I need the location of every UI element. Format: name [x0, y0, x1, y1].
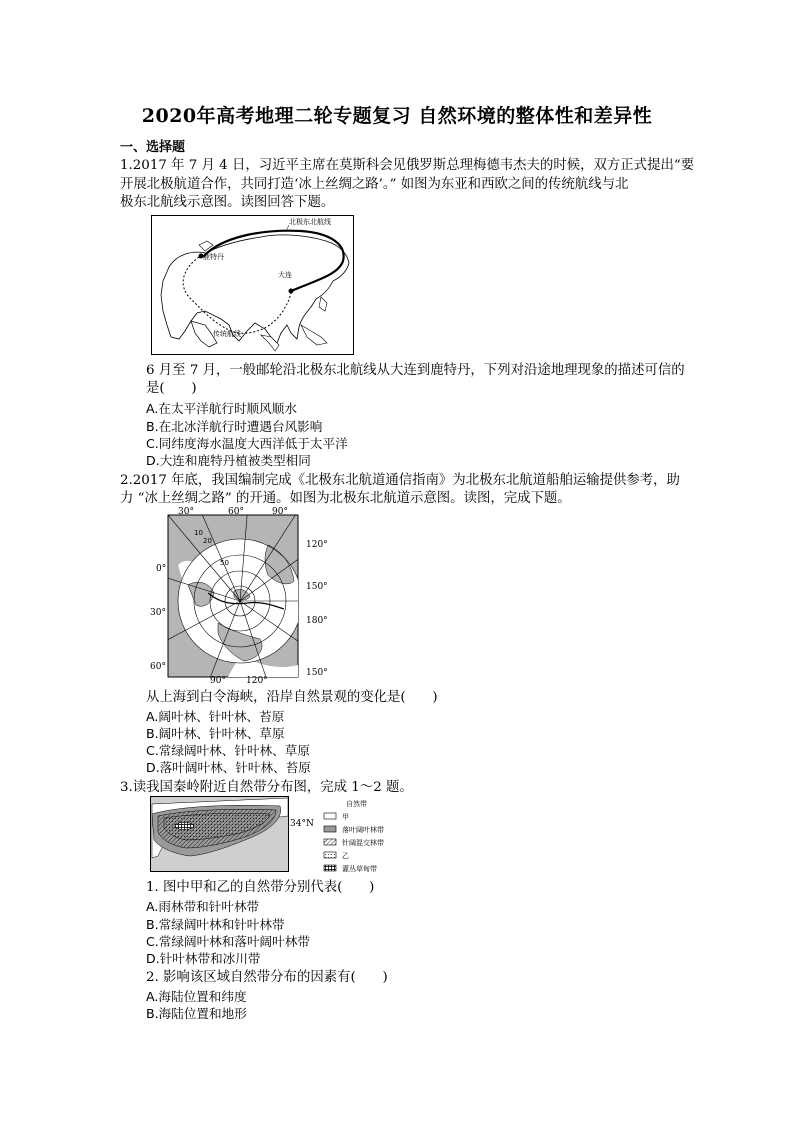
arctic-route-map: [151, 215, 354, 355]
q1-option-d: D.大连和鹿特丹植被类型相同: [146, 453, 311, 468]
lon-right-180: 180°: [306, 616, 328, 626]
lon-top-60: 60°: [228, 507, 244, 517]
lon-left-60: 60°: [150, 662, 166, 672]
q2-line-1: 2.2017 年底，我国编制完成《北极东北航道通信指南》为北极东北航道船舶运输提供参考，助: [120, 473, 680, 488]
q3-line-1: 3.读我国秦岭附近自然带分布图，完成 1～2 题。: [120, 780, 413, 795]
page-title: 2020年高考地理二轮专题复习 自然环境的整体性和差异性: [141, 105, 653, 127]
dalian-label: 大连: [278, 271, 292, 279]
q3-sub2-stem: 2. 影响该区域自然带分布的因素有( ): [146, 970, 388, 985]
northeast-route-label: 北极东北航线: [289, 218, 331, 226]
section-heading: 一、选择题: [120, 140, 186, 155]
lon-top-90: 90°: [272, 507, 288, 517]
latitude-label: 34°N: [290, 819, 314, 829]
lon-bottom-90: 90°: [210, 676, 226, 683]
q1-line-2: 开展北极航道合作，共同打造‘冰上丝绸之路’。” 如图为东亚和西欧之间的传统航线与北: [120, 177, 629, 192]
q2-line-2: 力 “冰上丝绸之路” 的开通。如图为北极东北航道示意图。读图，完成下题。: [120, 491, 571, 506]
lon-right-120: 120°: [306, 540, 328, 550]
q1-option-a: A.在太平洋航行时顺风顺水: [146, 401, 297, 416]
lon-right-150b: 150°: [306, 668, 328, 678]
q1-stem-line-1: 6 月至 7 月，一般邮轮沿北极东北航线从大连到鹿特丹，下列对沿途地理现象的描述可信的: [146, 363, 685, 378]
q3-sub1-option-d: D.针叶林带和冰川带: [146, 951, 261, 966]
legend-item-jia: 甲: [342, 813, 349, 821]
parallel-label-20: 20: [203, 537, 212, 545]
q2-option-c: C.常绿阔叶林、针叶林、草原: [146, 743, 310, 758]
q1-line-3: 极东北航线示意图。读图回答下题。: [120, 195, 335, 210]
lon-right-150: 150°: [306, 582, 328, 592]
q3-sub2-option-b: B.海陆位置和地形: [146, 1006, 247, 1021]
lon-left-30: 30°: [150, 608, 166, 618]
legend-item-deciduous: 落叶阔叶林带: [342, 826, 384, 834]
q1-option-c: C.同纬度海水温度大西洋低于太平洋: [146, 436, 348, 451]
q2-option-a: A.阔叶林、针叶林、苔原: [146, 709, 285, 724]
parallel-label-50: 50: [220, 559, 229, 567]
rotterdam-label: 鹿特丹: [203, 253, 224, 261]
q3-sub2-option-a: A.海陆位置和纬度: [146, 989, 247, 1004]
lon-left-0: 0°: [156, 564, 167, 574]
q3-sub1-option-c: C.常绿阔叶林和落叶阔叶林带: [146, 934, 310, 949]
q3-sub1-stem: 1. 图中甲和乙的自然带分别代表( ): [146, 880, 375, 895]
dalian-dot: [289, 289, 294, 294]
q2-option-d: D.落叶阔叶林、针叶林、苔原: [146, 760, 311, 775]
q1-stem-line-2: 是( ): [146, 381, 197, 396]
lon-bottom-120: 120°: [246, 676, 268, 683]
q1-option-b: B.在北冰洋航行时遭遇台风影响: [146, 419, 323, 434]
legend-item-shrub: 灌丛草甸带: [342, 865, 377, 873]
q3-sub1-option-a: A.雨林带和针叶林带: [146, 899, 260, 914]
parallel-label-10: 10: [194, 529, 203, 537]
lon-top-30: 30°: [178, 507, 194, 517]
legend-item-mixed: 针阔混交林带: [342, 839, 384, 847]
q2-stem: 从上海到白令海峡，沿岸自然景观的变化是( ): [146, 690, 438, 705]
q2-option-b: B.阔叶林、针叶林、草原: [146, 726, 285, 741]
traditional-route-label: 传统航线: [213, 330, 241, 338]
legend-item-yi: 乙: [342, 852, 349, 860]
q1-line-1: 1.2017 年 7 月 4 日，习近平主席在莫斯科会见俄罗斯总理梅德韦杰夫的时候，双方正式提出“要: [120, 158, 695, 173]
qinling-zone-map: [150, 796, 410, 876]
arctic-polar-map: [148, 505, 338, 683]
legend-title: 自然带: [346, 800, 367, 808]
q3-sub1-option-b: B.常绿阔叶林和针叶林带: [146, 917, 285, 932]
